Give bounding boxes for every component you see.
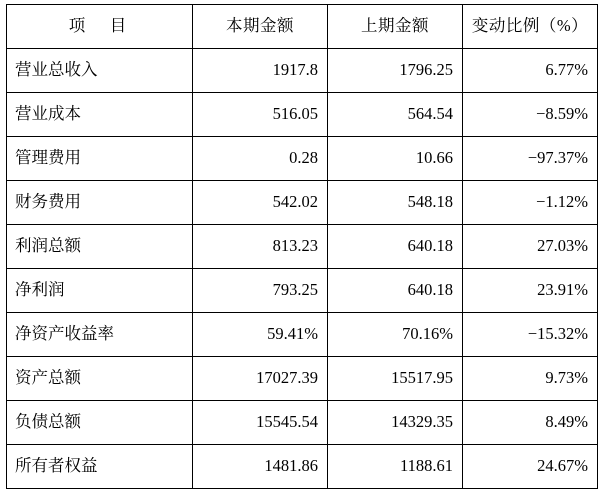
- cell-change-ratio: 9.73%: [463, 357, 598, 401]
- row-label: 净利润: [7, 269, 193, 313]
- cell-change-ratio: 8.49%: [463, 401, 598, 445]
- column-header-item: 项 目: [7, 5, 193, 49]
- cell-change-ratio: −15.32%: [463, 313, 598, 357]
- row-label: 营业总收入: [7, 49, 193, 93]
- table-header: [7, 5, 598, 49]
- cell-previous-amount: 70.16%: [328, 313, 463, 357]
- cell-previous-amount: 640.18: [328, 269, 463, 313]
- cell-previous-amount: 15517.95: [328, 357, 463, 401]
- table-body: [7, 49, 598, 489]
- cell-current-amount: 15545.54: [193, 401, 328, 445]
- cell-current-amount: 813.23: [193, 225, 328, 269]
- cell-change-ratio: −8.59%: [463, 93, 598, 137]
- cell-current-amount: 793.25: [193, 269, 328, 313]
- column-header-current-amount: 本期金额: [193, 5, 328, 49]
- row-label: 负债总额: [7, 401, 193, 445]
- cell-previous-amount: 14329.35: [328, 401, 463, 445]
- cell-change-ratio: −97.37%: [463, 137, 598, 181]
- table-row: [7, 313, 598, 357]
- cell-current-amount: 1481.86: [193, 445, 328, 489]
- table-row: [7, 445, 598, 489]
- row-label: 所有者权益: [7, 445, 193, 489]
- column-header-previous-amount: 上期金额: [328, 5, 463, 49]
- table-row: [7, 181, 598, 225]
- cell-previous-amount: 564.54: [328, 93, 463, 137]
- cell-previous-amount: 640.18: [328, 225, 463, 269]
- cell-previous-amount: 1188.61: [328, 445, 463, 489]
- cell-current-amount: 0.28: [193, 137, 328, 181]
- row-label: 营业成本: [7, 93, 193, 137]
- row-label: 管理费用: [7, 137, 193, 181]
- cell-current-amount: 542.02: [193, 181, 328, 225]
- cell-previous-amount: 548.18: [328, 181, 463, 225]
- row-label: 财务费用: [7, 181, 193, 225]
- cell-current-amount: 17027.39: [193, 357, 328, 401]
- cell-current-amount: 59.41%: [193, 313, 328, 357]
- column-header-change-ratio: 变动比例（%）: [463, 5, 598, 49]
- table-row: [7, 357, 598, 401]
- table-header-row: [7, 5, 598, 49]
- cell-change-ratio: 23.91%: [463, 269, 598, 313]
- cell-current-amount: 516.05: [193, 93, 328, 137]
- table-row: [7, 93, 598, 137]
- cell-current-amount: 1917.8: [193, 49, 328, 93]
- cell-change-ratio: 6.77%: [463, 49, 598, 93]
- row-label: 净资产收益率: [7, 313, 193, 357]
- cell-previous-amount: 10.66: [328, 137, 463, 181]
- table-row: [7, 225, 598, 269]
- table-row: [7, 401, 598, 445]
- table-row: [7, 137, 598, 181]
- financial-summary-table: [6, 4, 598, 489]
- cell-change-ratio: 24.67%: [463, 445, 598, 489]
- row-label: 资产总额: [7, 357, 193, 401]
- row-label: 利润总额: [7, 225, 193, 269]
- table-row: [7, 49, 598, 93]
- cell-previous-amount: 1796.25: [328, 49, 463, 93]
- table-row: [7, 269, 598, 313]
- cell-change-ratio: −1.12%: [463, 181, 598, 225]
- cell-change-ratio: 27.03%: [463, 225, 598, 269]
